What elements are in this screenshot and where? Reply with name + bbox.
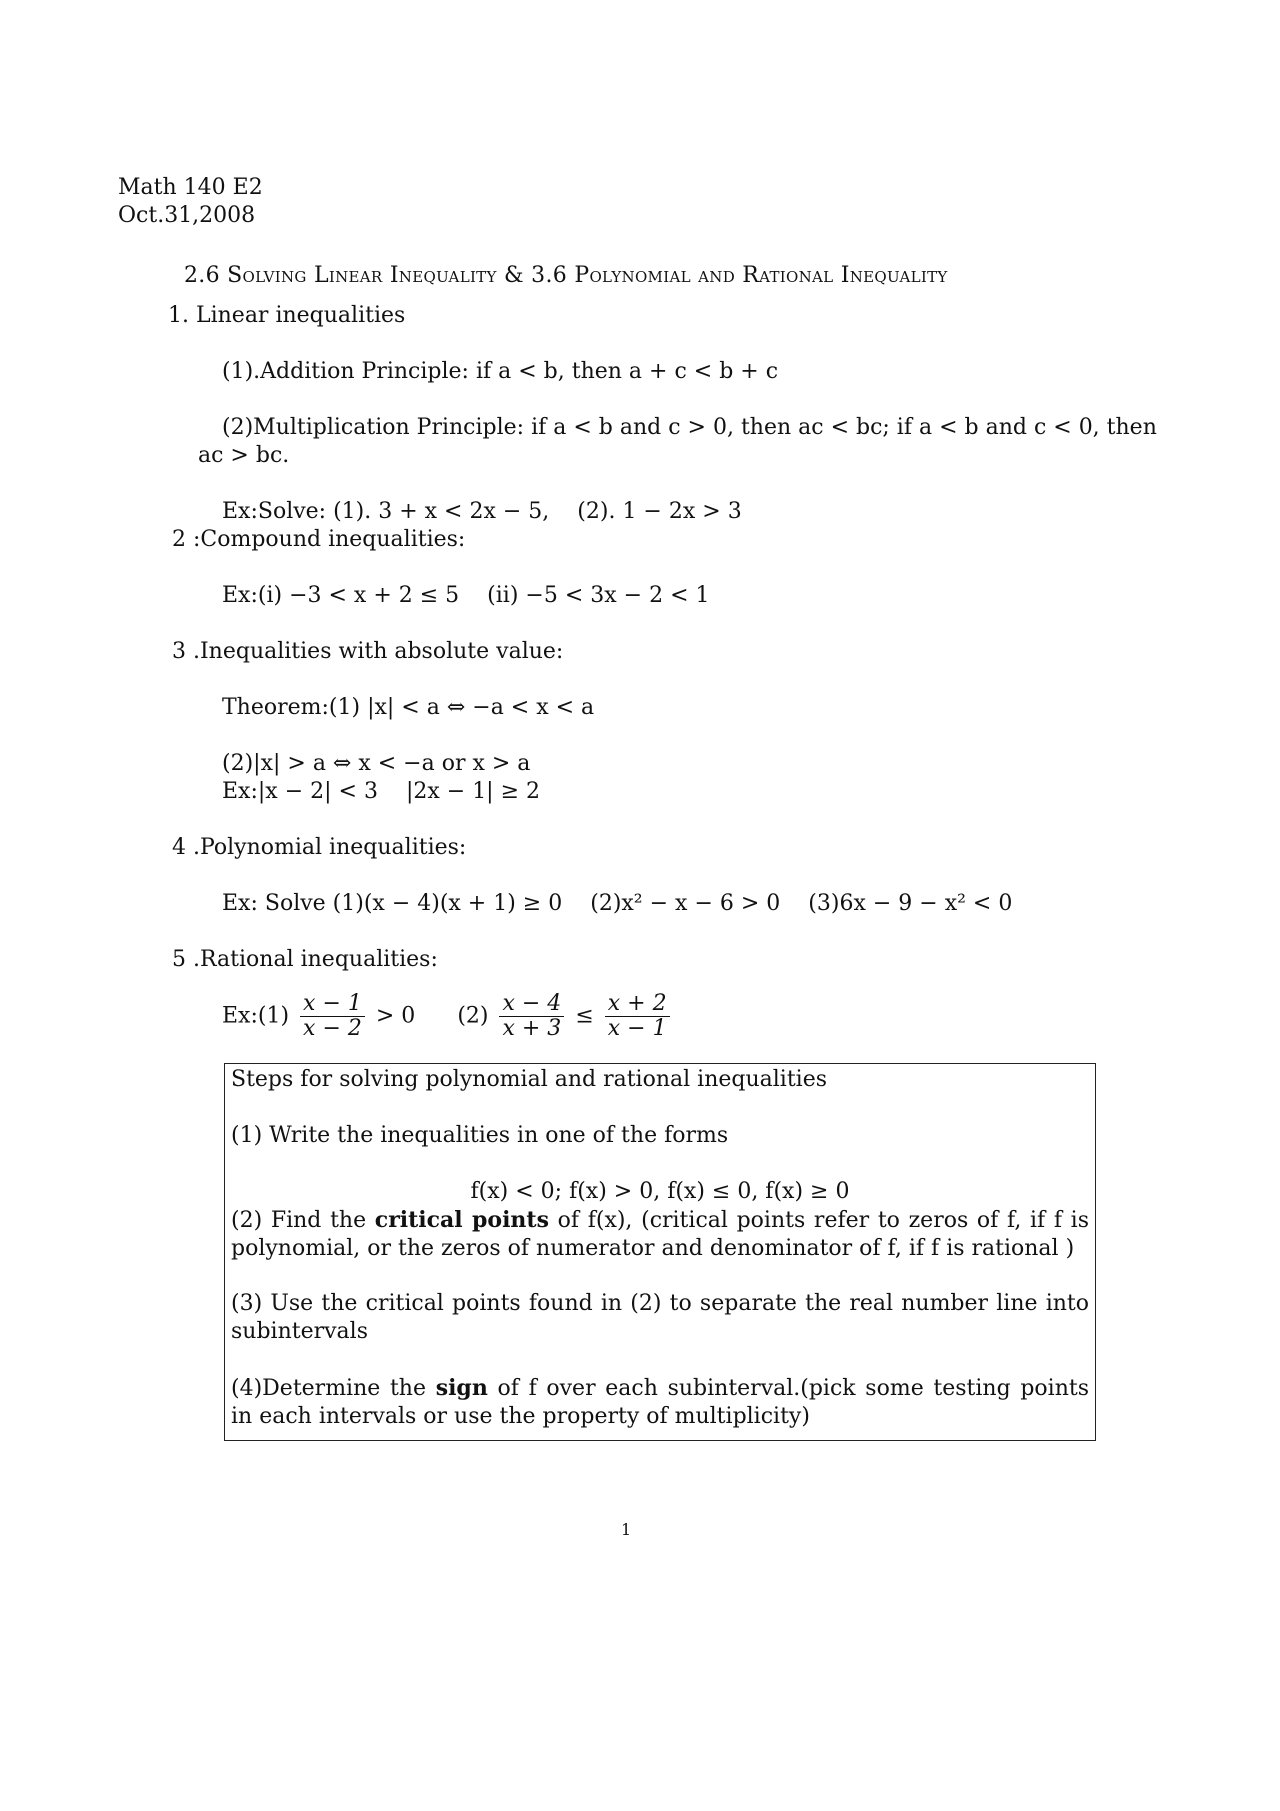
- page-title: 2.6 Solving Linear Inequality & 3.6 Polynomial and Rational Inequality: [184, 263, 948, 288]
- abs-example-1: Ex:|x − 2| < 3: [222, 779, 378, 804]
- example-i: Ex:(i) −3 < x + 2 ≤ 5: [222, 583, 460, 608]
- steps-box: [224, 1063, 1096, 1441]
- steps-box-title: Steps for solving polynomial and rational inequalities: [231, 1067, 828, 1092]
- fraction-1: [300, 992, 365, 1041]
- step-1: (1) Write the inequalities in one of the forms: [231, 1123, 729, 1148]
- example-ii: (ii) −5 < 3x − 2 < 1: [487, 583, 710, 608]
- step-4-text-pre: (4)Determine the: [231, 1376, 426, 1401]
- step-4: [231, 1374, 1089, 1431]
- section-3-example: [222, 778, 540, 806]
- theorem-2: (2)|x| > a ⇔ x < −a or x > a: [222, 751, 531, 776]
- step-2: [231, 1206, 1089, 1263]
- multiplication-principle-line2: ac > bc.: [198, 443, 290, 468]
- fraction-2-relation: ≤: [575, 1003, 594, 1029]
- theorem-1: Theorem:(1) |x| < a ⇔ −a < x < a: [222, 695, 595, 720]
- step-3: (3) Use the critical points found in (2) to separate the real number line into subintervals: [231, 1291, 1089, 1344]
- fraction-1-denominator: x − 2: [303, 1016, 362, 1041]
- step-2-text-post: of f(x), (critical points refer to zeros of f, if f is polynomial, or the zeros of numerator and denominator of f, if f is rational ): [231, 1208, 1090, 1261]
- fraction-3-numerator: x + 2: [605, 992, 670, 1017]
- step-4-bold: sign: [435, 1375, 488, 1401]
- step-2-text-pre: (2) Find the: [231, 1208, 367, 1233]
- fraction-3-denominator: x − 1: [607, 1016, 667, 1041]
- addition-principle: (1).Addition Principle: if a < b, then a + c < b + c: [222, 359, 779, 384]
- fraction-1-numerator: x − 1: [300, 992, 365, 1017]
- rational-ex-2-prefix: (2): [457, 1003, 489, 1029]
- fraction-3: [605, 992, 670, 1041]
- section-2-heading: 2 :Compound inequalities:: [172, 527, 466, 552]
- example-1: Ex:Solve: (1). 3 + x < 2x − 5,: [222, 499, 550, 524]
- example-2: (2). 1 − 2x > 3: [577, 499, 742, 524]
- fraction-2-denominator: x + 3: [502, 1016, 562, 1041]
- step-4-text-post: of f over each subinterval.(pick some testing points in each intervals or use the property of multiplicity): [231, 1376, 1090, 1429]
- section-4-example: [222, 890, 1012, 918]
- poly-example-1: Ex: Solve (1)(x − 4)(x + 1) ≥ 0: [222, 891, 563, 916]
- step-2-bold: critical points: [374, 1207, 549, 1233]
- date-label: Oct.31,2008: [118, 203, 256, 228]
- fraction-2-numerator: x − 4: [499, 992, 564, 1017]
- section-2-example: [222, 582, 710, 610]
- section-5-heading: 5 .Rational inequalities:: [172, 947, 438, 972]
- section-3-heading: 3 .Inequalities with absolute value:: [172, 639, 564, 664]
- page-number: 1: [621, 1520, 632, 1539]
- fraction-1-relation: > 0: [375, 1003, 416, 1029]
- course-label: Math 140 E2: [118, 175, 263, 200]
- rational-ex-1-prefix: Ex:(1): [222, 1003, 290, 1029]
- section-1-heading: 1. Linear inequalities: [168, 303, 406, 328]
- fraction-2: [499, 992, 564, 1041]
- step-1-forms: f(x) < 0; f(x) > 0, f(x) ≤ 0, f(x) ≥ 0: [470, 1179, 850, 1204]
- poly-example-3: (3)6x − 9 − x² < 0: [808, 891, 1013, 916]
- abs-example-2: |2x − 1| ≥ 2: [405, 779, 541, 804]
- poly-example-2: (2)x² − x − 6 > 0: [590, 891, 781, 916]
- multiplication-principle-line1: (2)Multiplication Principle: if a < b and c > 0, then ac < bc; if a < b and c < 0, then: [222, 415, 1157, 440]
- section-1-example: [222, 498, 742, 526]
- rational-examples: [222, 992, 674, 1041]
- section-4-heading: 4 .Polynomial inequalities:: [172, 835, 467, 860]
